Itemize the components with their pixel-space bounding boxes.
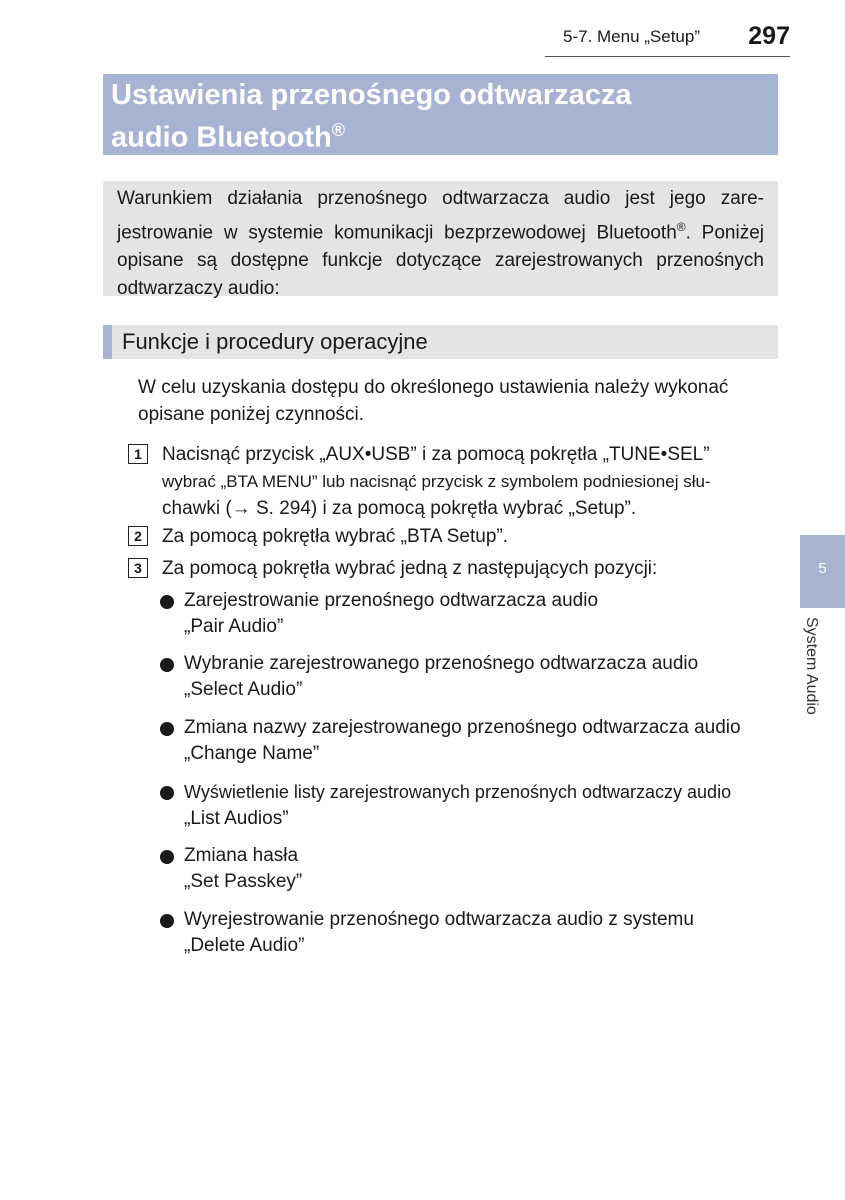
bullet-icon (160, 850, 174, 864)
option-description: Wyrejestrowanie przenośnego odtwarzacza audio z systemu (184, 909, 694, 930)
step-number-3: 3 (128, 558, 148, 578)
step-2 (128, 523, 778, 550)
option-menu-item: „Pair Audio” (184, 616, 284, 637)
page-title (111, 78, 770, 156)
option-set-passkey (160, 843, 780, 895)
intro-text-2: . Poniżej opisane są dostępne funkcje dotyczące zarejestrowanych przenośnych odtwarzaczy audio: (117, 222, 764, 300)
option-description: Zmiana nazwy zarejestrowanego przenośnego odtwarzacza audio (184, 717, 741, 738)
bullet-icon (160, 658, 174, 672)
step-1-line-2: wybrać „BTA MENU” lub nacisnąć przycisk z symbolem podniesionej słu- (162, 472, 711, 491)
running-header-section: 5-7. Menu „Setup” (562, 27, 700, 46)
page-number: 297 (748, 22, 790, 50)
option-pair-audio (160, 588, 780, 640)
step-text-2: Za pomocą pokrętła wybrać „BTA Setup”. (162, 526, 509, 547)
title-line-1: Ustawienia przenośnego odtwarzacza (111, 79, 632, 111)
option-description: Wybranie zarejestrowanego przenośnego odtwarzacza audio (184, 653, 699, 674)
title-registered-mark: ® (331, 120, 345, 140)
option-menu-item: „Set Passkey” (184, 871, 303, 892)
lead-paragraph: W celu uzyskania dostępu do określonego ustawienia należy wykonać opisane poniżej czynności. (138, 377, 729, 425)
bullet-icon (160, 595, 174, 609)
step-text-3: Za pomocą pokrętła wybrać jedną z następujących pozycji: (162, 558, 658, 579)
option-menu-item: „Select Audio” (184, 679, 303, 700)
option-menu-item: „Delete Audio” (184, 935, 305, 956)
step-1 (128, 441, 778, 522)
option-description: Wyświetlenie listy zarejestrowanych przenośnych odtwarzaczy audio (184, 782, 732, 802)
step-text-1 (162, 441, 778, 522)
option-change-name (160, 715, 780, 767)
intro-text-1: Warunkiem działania przenośnego odtwarzacza audio jest jego zare-jestrowanie w systemie komunikacji bezprzewodowej Bluetooth (117, 188, 764, 244)
step-1-line-1: Nacisnąć przycisk „AUX•USB” i za pomocą pokrętła „TUNE•SEL” (162, 444, 710, 465)
page-title-box (103, 74, 778, 155)
option-menu-item: „Change Name” (184, 743, 320, 764)
intro-registered-mark: ® (676, 220, 686, 234)
option-menu-item: „List Audios” (184, 808, 289, 829)
step-number-1: 1 (128, 444, 148, 464)
intro-paragraph (103, 181, 778, 300)
option-delete-audio (160, 907, 780, 959)
option-description: Zmiana hasła (184, 845, 299, 866)
header-divider (545, 56, 790, 57)
step-number-2: 2 (128, 526, 148, 546)
option-description: Zarejestrowanie przenośnego odtwarzacza audio (184, 590, 599, 611)
bullet-icon (160, 722, 174, 736)
option-list-audios (160, 779, 780, 832)
chapter-tab: 5 (800, 535, 845, 608)
step-1-line-3: chawki (→ S. 294) i za pomocą pokrętła wybrać „Setup”. (162, 498, 637, 519)
step-3 (128, 555, 778, 582)
option-select-audio (160, 651, 780, 703)
bullet-icon (160, 786, 174, 800)
bullet-icon (160, 914, 174, 928)
section-heading: Funkcje i procedury operacyjne (103, 325, 778, 359)
title-line-2: audio Bluetooth (111, 121, 332, 154)
chapter-label: System Audio (803, 617, 820, 715)
